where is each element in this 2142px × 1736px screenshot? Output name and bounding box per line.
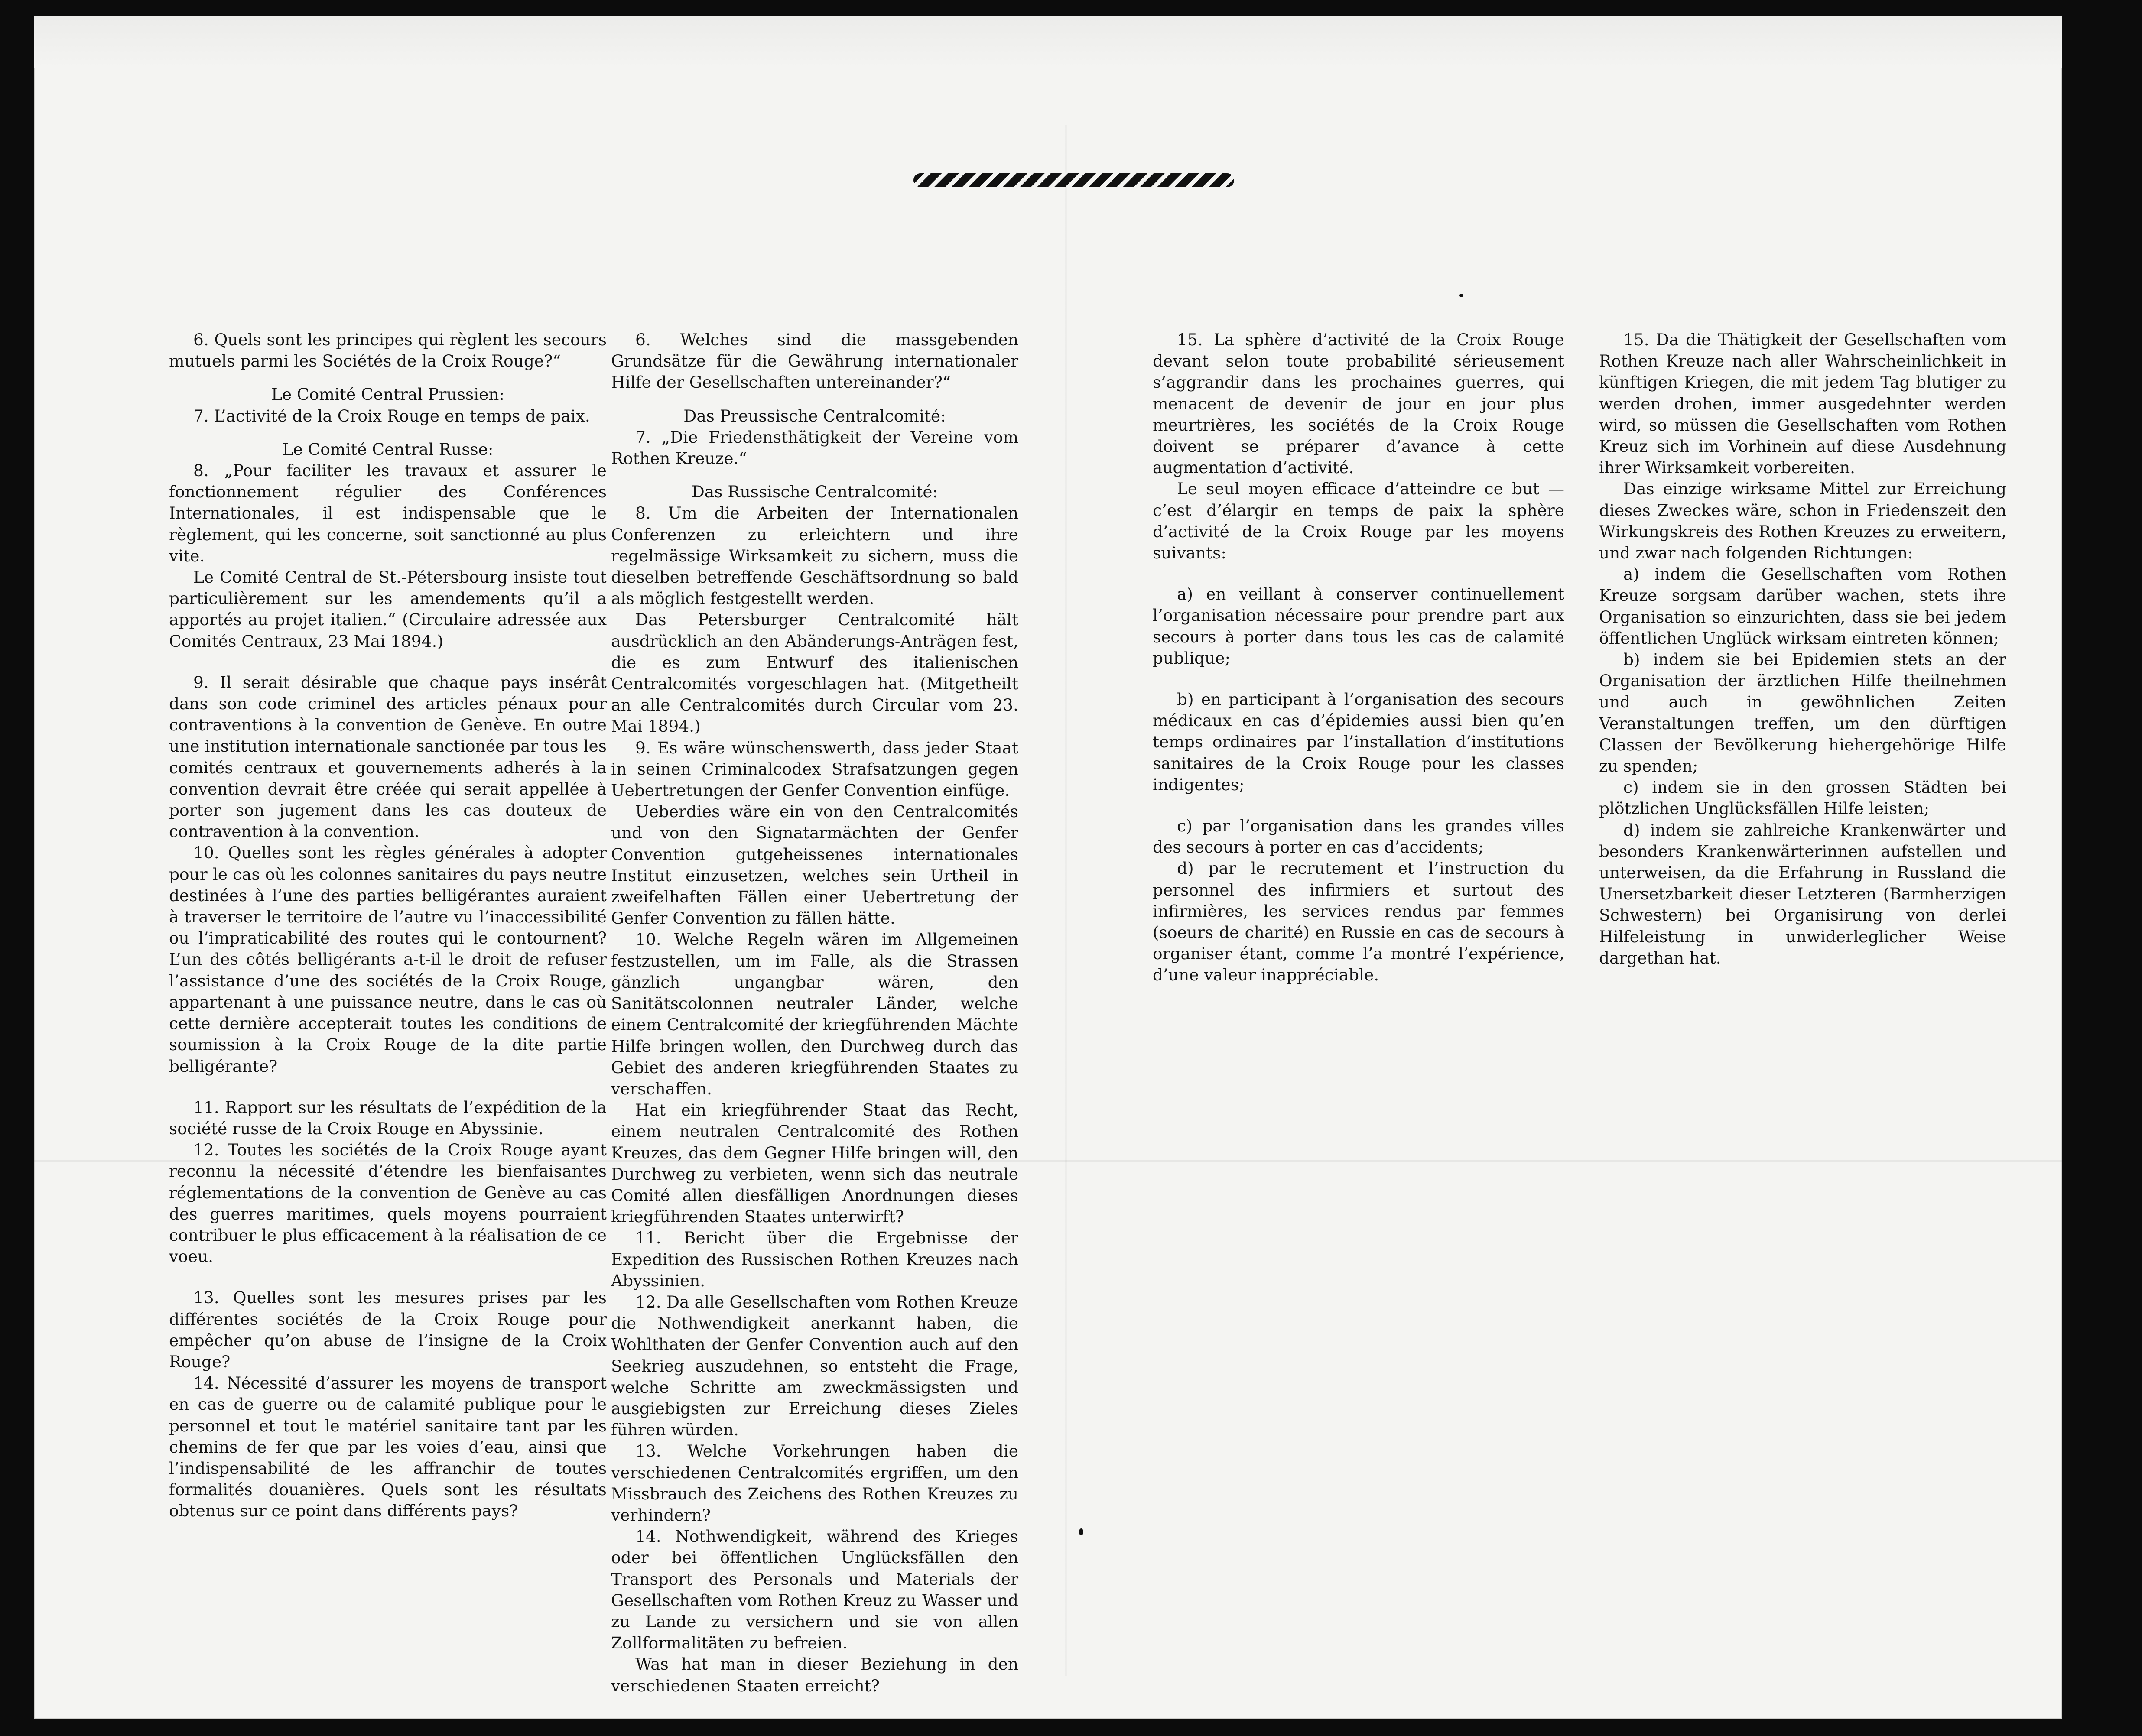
paragraph: Das Petersburger Centralcomité hält ausdrücklich an den Abänderungs-Anträgen fest, die es zum Entwurf des italienischen Centralcomités vorgeschlagen hat. (Mitgetheilt an alle Centralcomités durch Circular vom 23. Mai 1894.) xyxy=(611,610,1018,736)
paragraph: 9. Il serait désirable que chaque pays insérât dans son code criminel des articles pénaux pour contraventions à la convention de Genève. En outre une institution internationale sanctionée par tous les comités centraux et gouvernements adherés à la convention devrait être créée qui serait appellée à porter son jugement dans les cas douteux de contravention à la convention. xyxy=(169,672,607,841)
paragraph: 6. Welches sind die massgebenden Grundsätze für die Gewährung internationaler Hilfe der Gesellschaften untereinander?“ xyxy=(611,330,1018,392)
paragraph: 8. Um die Arbeiten der Internationalen Conferenzen zu erleichtern und ihre regelmässige Wirksamkeit zu sichern, muss die dieselben betreffende Geschäftsordnung so bald als möglich festgestellt werden. xyxy=(611,503,1018,608)
paragraph: Le seul moyen efficace d’atteindre ce but — c’est d’élargir en temps de paix la sphère d’activité de la Croix Rouge par les moyens suivants: xyxy=(1153,479,1564,563)
column-german-left xyxy=(611,329,1018,1697)
paragraph: 12. Toutes les sociétés de la Croix Rouge ayant reconnu la nécessité d’étendre les bienfaisantes réglementations de la convention de Genève au cas des guerres maritimes, quels moyens pourraient contribuer le plus efficacement à la réalisation de ce voeu. xyxy=(169,1140,607,1266)
paragraph: Le Comité Central de St.-Pétersbourg insiste tout particulièrement sur les amendements qu’il a apportés au projet italien.“ (Circulaire adressée aux Comités Centraux, 23 Mai 1894.) xyxy=(169,568,607,651)
column-french-left xyxy=(169,329,607,1522)
paragraph: 11. Bericht über die Ergebnisse der Expedition des Russischen Rothen Kreuzes nach Abyssinien. xyxy=(611,1228,1018,1290)
section-heading: Das Russische Centralcomité: xyxy=(691,482,938,502)
paragraph: 13. Welche Vorkehrungen haben die verschiedenen Centralcomités ergriffen, um den Missbrauch des Zeichens des Rothen Kreuzes zu verhindern? xyxy=(611,1441,1018,1525)
section-heading: Le Comité Central Prussien: xyxy=(271,385,505,404)
paragraph: 10. Welche Regeln wären im Allgemeinen festzustellen, um im Falle, als die Strassen gänzlich ungangbar wären, den Sanitätscolonnen neutraler Länder, welche einem Centralcomité der kriegführenden Mächte Hilfe bringen wollen, den Durchweg durch das Gebiet des anderen kriegführenden Staates zu verschaffen. xyxy=(611,930,1018,1098)
list-item: d) par le recrutement et l’instruction du personnel des infirmiers et surtout des infirmières, les services rendus par femmes (soeurs de charité) en Russie en cas de secours à organiser étant, comme l’a montré l’expérience, d’une valeur inappréciable. xyxy=(1153,859,1564,985)
list-item: d) indem sie zahlreiche Krankenwärter und besonders Krankenwärterinnen aufstellen und unterweisen, da die Erfahrung in Russland die Unersetzbarkeit dieser Letzteren (Barmherzigen Schwestern) bei Organisirung von derlei Hilfeleistung in unwiderleglicher Weise dargethan hat. xyxy=(1599,820,2006,967)
paragraph: 6. Quels sont les principes qui règlent les secours mutuels parmi les Sociétés de la Croix Rouge?“ xyxy=(169,330,607,371)
paragraph: Was hat man in dieser Beziehung in den verschiedenen Staaten erreicht? xyxy=(611,1655,1018,1695)
list-item: b) en participant à l’organisation des secours médicaux en cas d’épidemies aussi bien qu’en temps ordinaires par l’installation d’institutions sanitaires de la Croix Rouge pour les classes indigentes; xyxy=(1153,690,1564,794)
paragraph: 12. Da alle Gesellschaften vom Rothen Kreuze die Nothwendigkeit anerkannt haben, die Wohlthaten der Genfer Convention auch auf den Seekrieg auszudehnen, so entsteht die Frage, welche Schritte am zweckmässigsten und ausgiebigsten zur Erreichung dieses Zieles führen würden. xyxy=(611,1292,1018,1440)
paragraph: 9. Es wäre wünschenswerth, dass jeder Staat in seinen Criminalcodex Strafsatzungen gegen Uebertretungen der Genfer Convention einfüge. xyxy=(611,738,1018,800)
list-item: a) en veillant à conserver continuellement l’organisation nécessaire pour prendre part aux secours à porter dans tous les cas de calamité publique; xyxy=(1153,584,1564,668)
section-heading: Le Comité Central Russe: xyxy=(282,439,494,459)
paragraph: Hat ein kriegführender Staat das Recht, einem neutralen Centralcomité des Rothen Kreuzes, das dem Gegner Hilfe bringen will, den Durchweg zu verbieten, wenn sich das neutrale Comité allen diesfälligen Anordnungen dieses kriegführenden Staates unterwirft? xyxy=(611,1100,1018,1227)
column-french-right xyxy=(1153,329,1564,986)
paragraph: Das einzige wirksame Mittel zur Erreichung dieses Zweckes wäre, schon in Friedenszeit den Wirkungskreis des Rothen Kreuzes zu erweitern, und zwar nach folgenden Richtungen: xyxy=(1599,479,2006,563)
paragraph: 15. Da die Thätigkeit der Gesellschaften vom Rothen Kreuze nach aller Wahrscheinlichkeit in künftigen Kriegen, die mit jedem Tag blutiger zu werden drohen, immer ausgedehnter werden wird, so müssen die Gesellschaften vom Rothen Kreuz sich im Vorhinein auf diese Ausdehnung ihrer Wirksamkeit vorbereiten. xyxy=(1599,330,2006,477)
paragraph: 13. Quelles sont les mesures prises par les différentes sociétés de la Croix Rouge pour empêcher qu’on abuse de l’insigne de la Croix Rouge? xyxy=(169,1288,607,1371)
paragraph: 10. Quelles sont les règles générales à adopter pour le cas où les colonnes sanitaires du pays neutre destinées à l’une des parties belligérantes auraient à traverser le territoire de l’autre vu l’inaccessibilité ou l’impraticabilité des routes qui le contournent? L’un des côtés belligérants a-t-il le droit de refuser l’assistance d’une des sociétés de la Croix Rouge, appartenant à une puissance neutre, dans le cas où cette dernière accepterait toutes les conditions de soumission à la Croix Rouge de la dite partie belligérante? xyxy=(169,843,607,1076)
list-item: a) indem die Gesellschaften vom Rothen Kreuze sorgsam darüber wachen, stets ihre Organisation so einzurichten, dass sie bei jedem öffentlichen Unglück wirksam eintreten können; xyxy=(1599,565,2006,648)
list-item: c) par l’organisation dans les grandes villes des secours à porter en cas d’accidents; xyxy=(1153,816,1564,857)
paragraph: 7. „Die Friedensthätigkeit der Vereine vom Rothen Kreuze.“ xyxy=(611,427,1018,468)
paragraph: 14. Nothwendigkeit, während des Krieges oder bei öffentlichen Unglücksfällen den Transport des Personals und Materials der Gesellschaften vom Rothen Kreuz zu Wasser und zu Lande zu versichern und sie von allen Zollformalitäten zu befreien. xyxy=(611,1527,1018,1653)
ink-speck xyxy=(1459,294,1463,297)
binding-cord xyxy=(913,173,1234,187)
paragraph: Ueberdies wäre ein von den Centralcomités und von den Signatarmächten der Genfer Convention gutgeheissenes internationales Institut einzusetzen, welches sein Urtheil in zweifelhaften Fällen einer Uebertretung der Genfer Convention zu fällen hätte. xyxy=(611,802,1018,928)
paragraph: 11. Rapport sur les résultats de l’expédition de la société russe de la Croix Rouge en Abyssinie. xyxy=(169,1097,607,1138)
page-top-edge xyxy=(34,16,2062,68)
center-fold xyxy=(1065,125,1067,1676)
paragraph: 15. La sphère d’activité de la Croix Rouge devant selon toute probabilité sérieusement s’aggrandir dans les prochaines guerres, qui menacent de devenir de jour en jour plus meurtrières, les sociétés de la Croix Rouge doivent se préparer d’avance à cette augmentation d’activité. xyxy=(1153,330,1564,477)
ink-speck xyxy=(1079,1528,1083,1535)
list-item: c) indem sie in den grossen Städten bei plötzlichen Unglücksfällen Hilfe leisten; xyxy=(1599,778,2006,818)
section-heading: Das Preussische Centralcomité: xyxy=(683,406,946,425)
paragraph: 8. „Pour faciliter les travaux et assurer le fonctionnement régulier des Conférences Internationales, il est indispensable que le règlement, qui les concerne, soit sanctionné au plus vite. xyxy=(169,461,607,565)
column-german-right xyxy=(1599,329,2006,969)
paragraph: 7. L’activité de la Croix Rouge en temps de paix. xyxy=(193,406,590,425)
list-item: b) indem sie bei Epidemien stets an der Organisation der ärztlichen Hilfe theilnehmen und auch in gewöhnlichen Zeiten Veranstaltungen treffen, um den dürftigen Classen der Bevölkerung hiehergehörige Hilfe zu spenden; xyxy=(1599,650,2006,776)
paragraph: 14. Nécessité d’assurer les moyens de transport en cas de guerre ou de calamité publique pour le personnel et tout le matériel sanitaire tant par les chemins de fer que par les voies d’eau, ainsi que l’indispensabilité de les affranchir de toutes formalités douanières. Quels sont les résultats obtenus sur ce point dans différents pays? xyxy=(169,1373,607,1521)
